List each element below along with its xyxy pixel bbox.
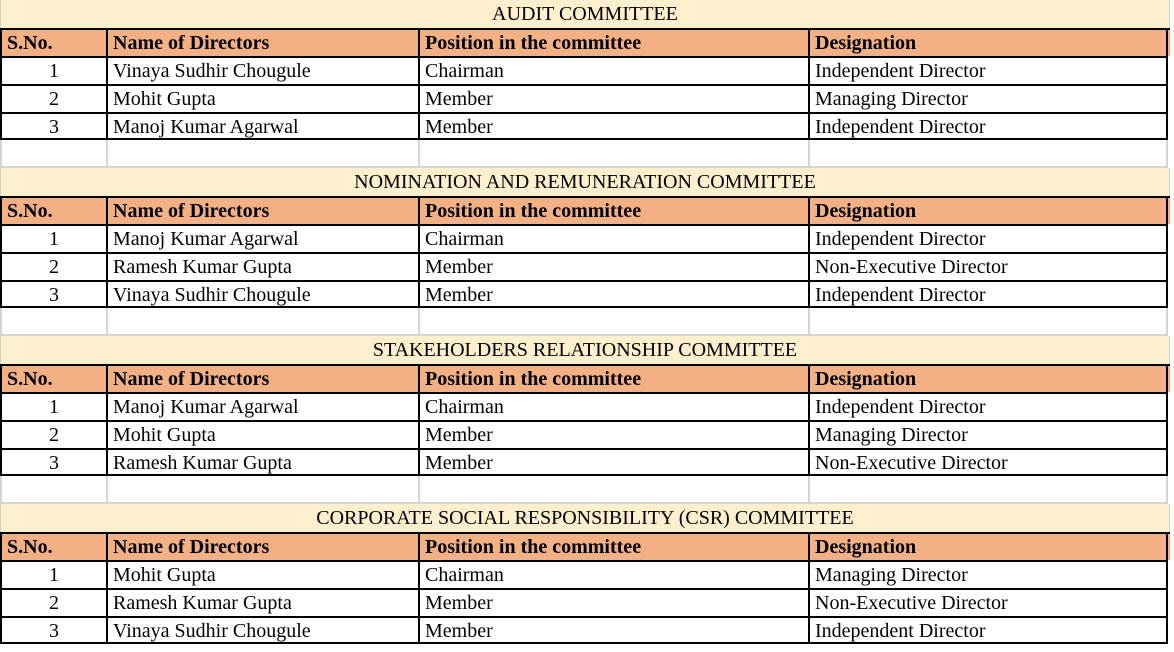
sno-cell[interactable]: 1 [0,560,108,588]
designation-cell[interactable]: Independent Director [810,224,1168,252]
table-row [0,588,1170,616]
designation-cell[interactable]: Non-Executive Director [810,252,1168,280]
position-cell[interactable]: Member [420,616,810,644]
header-row [0,196,1170,224]
table-row [0,280,1170,308]
empty-cell[interactable] [420,308,810,336]
name-cell[interactable]: Ramesh Kumar Gupta [108,252,420,280]
designation-cell[interactable]: Managing Director [810,420,1168,448]
position-cell[interactable]: Member [420,420,810,448]
column-header: Designation [810,366,1168,392]
empty-cell[interactable] [0,308,108,336]
table-row [0,392,1170,420]
column-header: Name of Directors [108,30,420,56]
name-cell[interactable]: Mohit Gupta [108,420,420,448]
name-cell[interactable]: Ramesh Kumar Gupta [108,588,420,616]
committee-title: NOMINATION AND REMUNERATION COMMITTEE [0,168,1170,196]
designation-cell[interactable]: Independent Director [810,56,1168,84]
sno-cell[interactable]: 2 [0,420,108,448]
name-cell[interactable]: Vinaya Sudhir Chougule [108,56,420,84]
sno-cell[interactable]: 2 [0,84,108,112]
empty-cell[interactable] [810,308,1168,336]
column-header: Position in the committee [420,198,810,224]
column-header: Designation [810,30,1168,56]
position-cell[interactable]: Chairman [420,560,810,588]
sno-cell[interactable]: 1 [0,56,108,84]
position-cell[interactable]: Chairman [420,56,810,84]
table-row [0,84,1170,112]
designation-cell[interactable]: Independent Director [810,392,1168,420]
empty-cell[interactable] [108,476,420,504]
blank-row [0,476,1170,504]
committee-title: STAKEHOLDERS RELATIONSHIP COMMITTEE [0,336,1170,364]
position-cell[interactable]: Member [420,448,810,476]
empty-cell[interactable] [420,476,810,504]
table-row [0,420,1170,448]
empty-cell[interactable] [810,140,1168,168]
designation-cell[interactable]: Managing Director [810,560,1168,588]
sno-cell[interactable]: 2 [0,588,108,616]
column-header: Name of Directors [108,534,420,560]
header-row [0,364,1170,392]
sno-cell[interactable]: 1 [0,224,108,252]
name-cell[interactable]: Manoj Kumar Agarwal [108,112,420,140]
designation-cell[interactable]: Non-Executive Director [810,448,1168,476]
position-cell[interactable]: Member [420,280,810,308]
name-cell[interactable]: Vinaya Sudhir Chougule [108,616,420,644]
designation-cell[interactable]: Independent Director [810,280,1168,308]
table-row [0,252,1170,280]
table-row [0,448,1170,476]
empty-cell[interactable] [108,308,420,336]
column-header: Designation [810,534,1168,560]
column-header: Position in the committee [420,366,810,392]
blank-row [0,140,1170,168]
sno-cell[interactable]: 1 [0,392,108,420]
column-header: S.No. [0,30,108,56]
sno-cell[interactable]: 3 [0,280,108,308]
name-cell[interactable]: Mohit Gupta [108,560,420,588]
column-header: Name of Directors [108,198,420,224]
name-cell[interactable]: Manoj Kumar Agarwal [108,392,420,420]
empty-cell[interactable] [0,140,108,168]
name-cell[interactable]: Manoj Kumar Agarwal [108,224,420,252]
name-cell[interactable]: Mohit Gupta [108,84,420,112]
name-cell[interactable]: Vinaya Sudhir Chougule [108,280,420,308]
table-row [0,56,1170,84]
name-cell[interactable]: Ramesh Kumar Gupta [108,448,420,476]
column-header: S.No. [0,198,108,224]
table-row [0,616,1170,644]
sno-cell[interactable]: 3 [0,448,108,476]
position-cell[interactable]: Chairman [420,224,810,252]
sno-cell[interactable]: 3 [0,616,108,644]
header-row [0,532,1170,560]
empty-cell[interactable] [810,476,1168,504]
column-header: Designation [810,198,1168,224]
position-cell[interactable]: Member [420,84,810,112]
designation-cell[interactable]: Independent Director [810,112,1168,140]
empty-cell[interactable] [0,476,108,504]
designation-cell[interactable]: Independent Director [810,616,1168,644]
empty-cell[interactable] [108,140,420,168]
column-header: S.No. [0,534,108,560]
position-cell[interactable]: Member [420,252,810,280]
table-row [0,112,1170,140]
empty-cell[interactable] [420,140,810,168]
table-row [0,224,1170,252]
column-header: Position in the committee [420,30,810,56]
position-cell[interactable]: Member [420,588,810,616]
sno-cell[interactable]: 2 [0,252,108,280]
column-header: Position in the committee [420,534,810,560]
blank-row [0,308,1170,336]
designation-cell[interactable]: Managing Director [810,84,1168,112]
header-row [0,28,1170,56]
designation-cell[interactable]: Non-Executive Director [810,588,1168,616]
committee-title: CORPORATE SOCIAL RESPONSIBILITY (CSR) COMMITTEE [0,504,1170,532]
column-header: S.No. [0,366,108,392]
position-cell[interactable]: Chairman [420,392,810,420]
table-row [0,560,1170,588]
committee-title: AUDIT COMMITTEE [0,0,1170,28]
sno-cell[interactable]: 3 [0,112,108,140]
column-header: Name of Directors [108,366,420,392]
position-cell[interactable]: Member [420,112,810,140]
